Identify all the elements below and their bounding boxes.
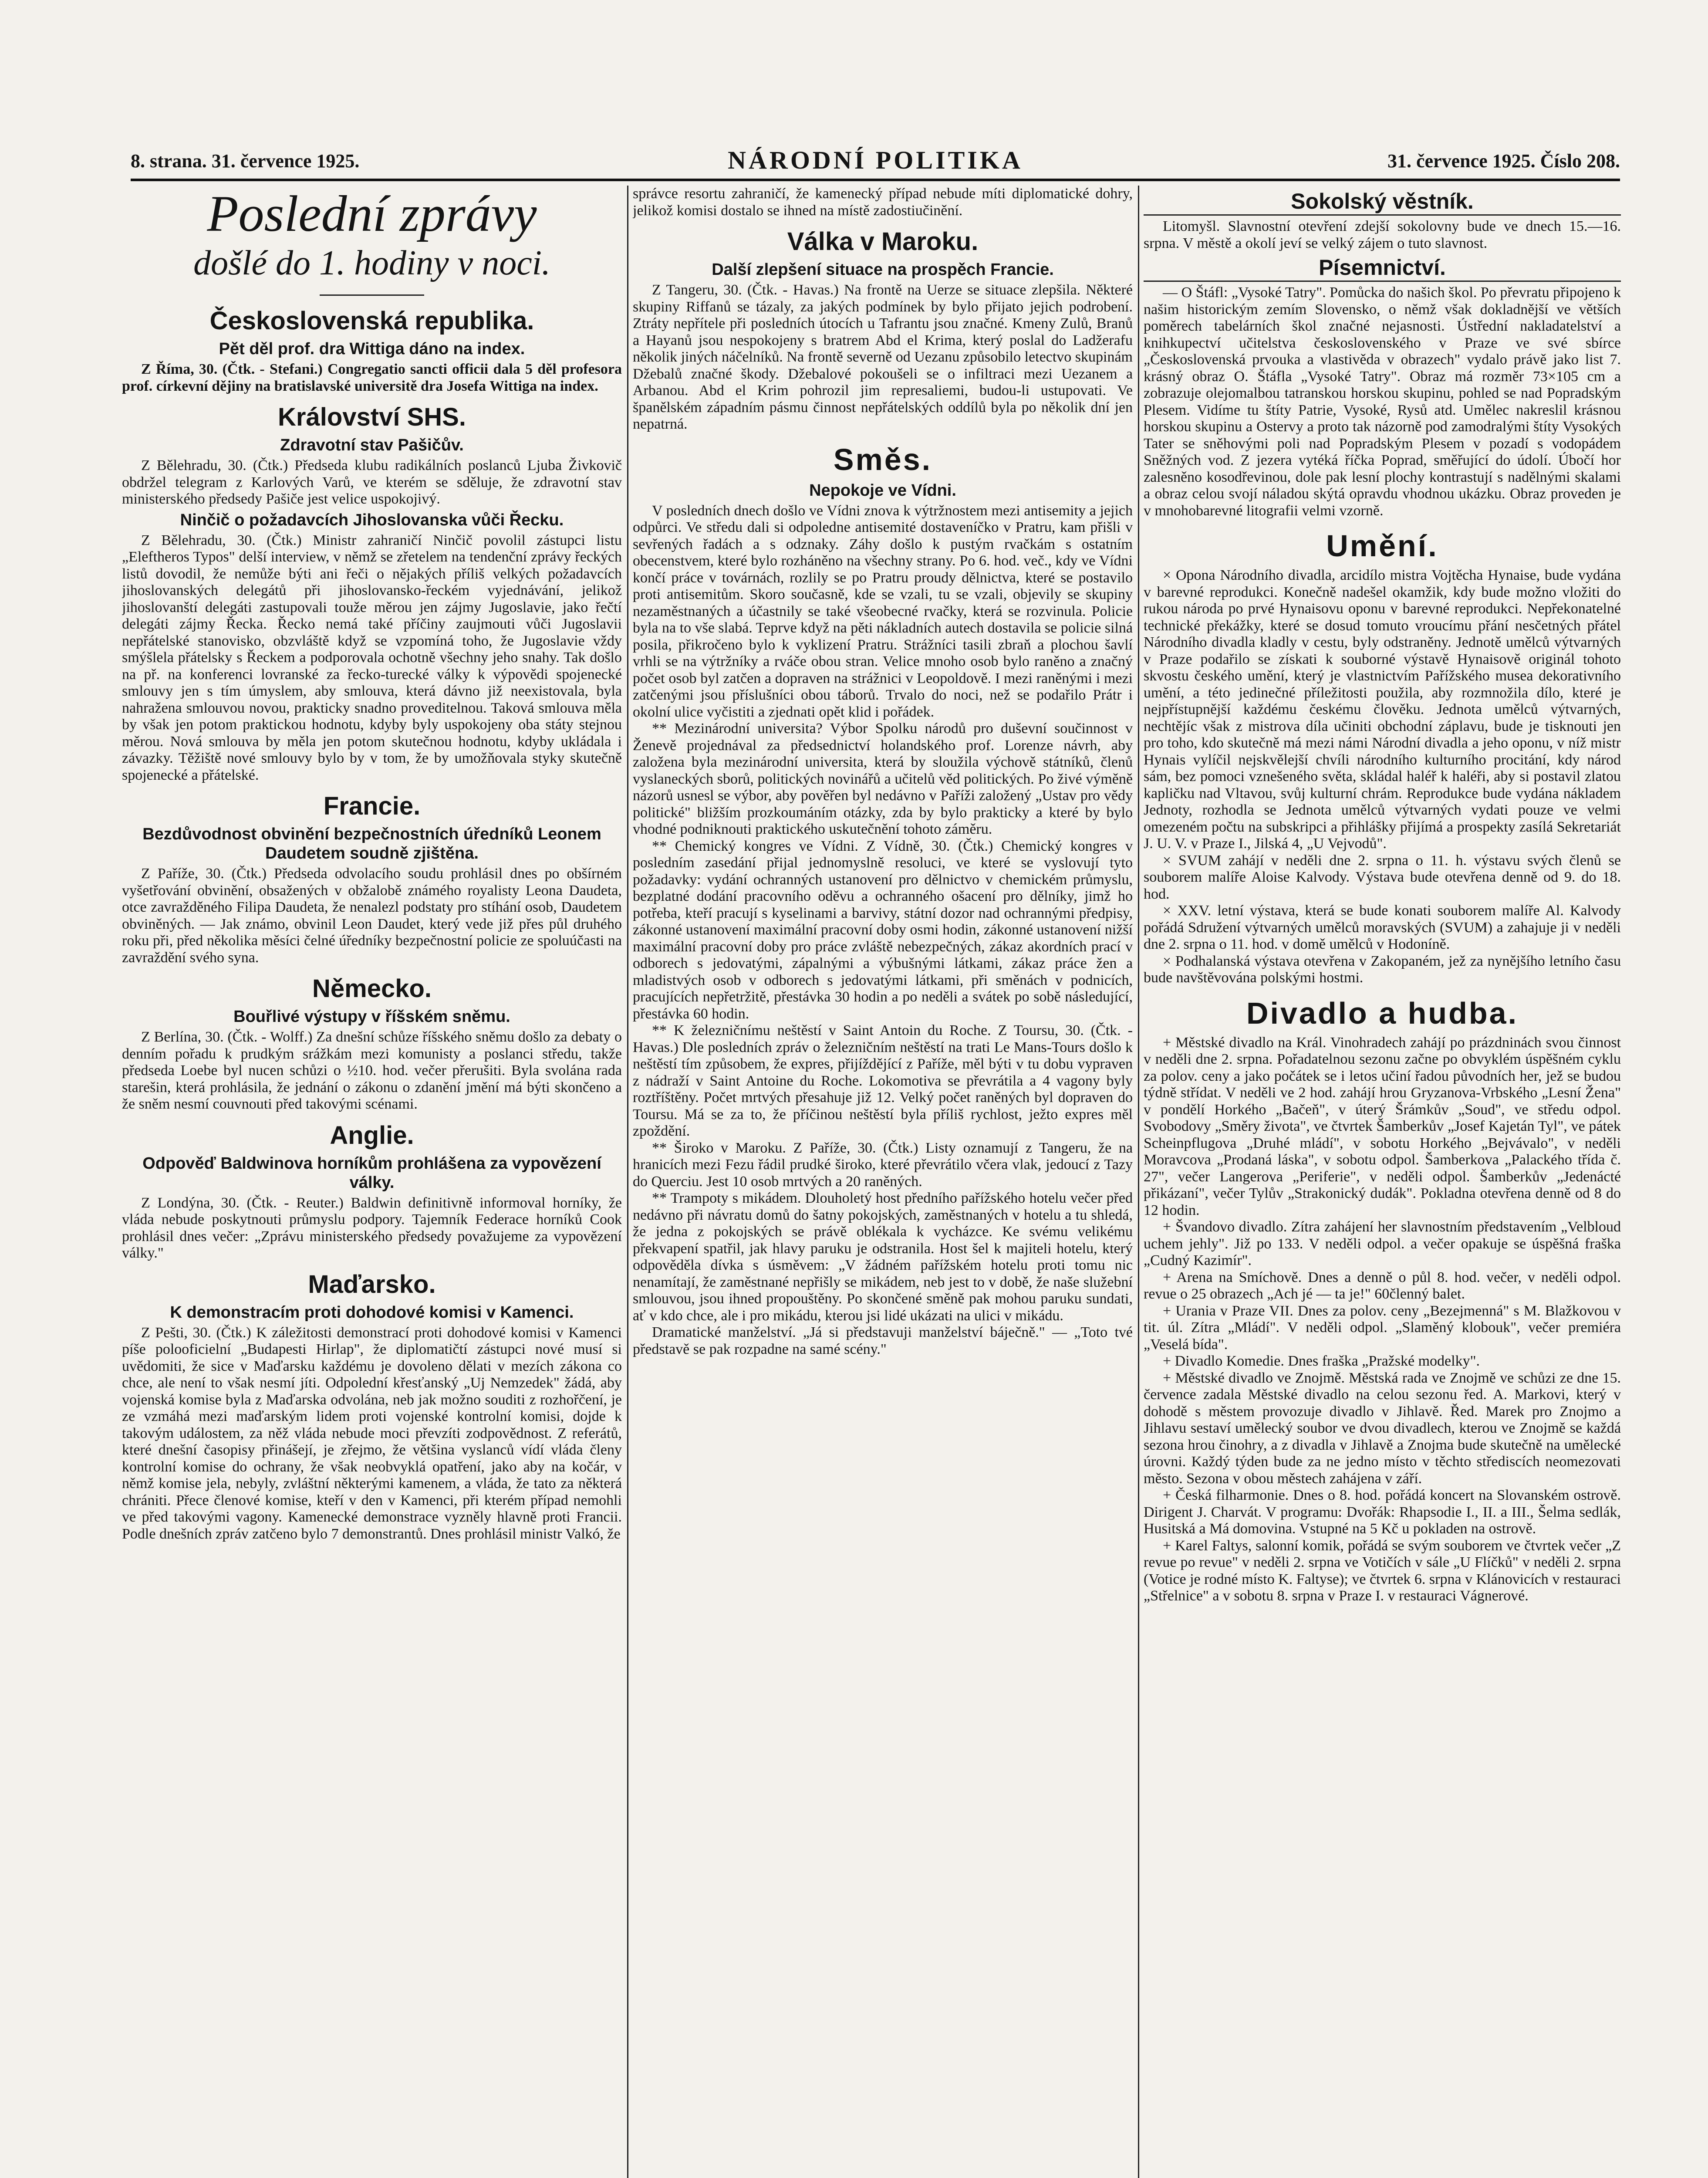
- article-text: Z Říma, 30. (Čtk. - Stefani.) Congregatio sancti officii dala 5 děl profesora prof. církevní dějiny na bratislavské universitě dra Josefa Wittiga na index.: [122, 361, 622, 394]
- page-header: [131, 144, 1620, 181]
- section-heading: Francie.: [323, 792, 421, 820]
- article-text: Z Bělehradu, 30. (Čtk.) Předseda klubu radikálních poslanců Ljuba Živkovič obdržel telegram z Karlových Varů, ve kterém se sděluje, že zdravotní stav ministerského předsedy Pašiče jest velice uspokojivý.: [122, 457, 622, 507]
- section-heading: Umění.: [1326, 529, 1438, 563]
- article-text: Z Londýna, 30. (Čtk. - Reuter.) Baldwin definitivně informoval horníky, že vláda nebude poskytnouti průmyslu podpory. Tajemník Federace horníků Cook prohlásil dnes večer: „Zprávu ministerského předsedy považujeme za vypovězení války.": [122, 1194, 622, 1261]
- newspaper-title: NÁRODNÍ POLITIKA: [728, 146, 1023, 174]
- section-heading: Československá republika.: [209, 307, 534, 335]
- article-heading: Odpověď Baldwinova horníkům prohlášena za vypovězení války.: [142, 1154, 601, 1192]
- article-text: Z Pešti, 30. (Čtk.) K záležitosti demonstrací proti dohodové komisi v Kamenci píše polooficielní „Budapesti Hirlap", že diplomatičtí zástupci nové musí si uvědomiti, že sice v Maďarsku každému je dovoleno dělati v mezích zákona co chce, ale není to však nesmí jíti. Odpolední křesťanský „Uj Nemzedek" žádá, aby vojenská komise byla z Maďarska odvolána, neb jak možno souditi z rozhořčení, je ze vzmáhá mezi maďarským lidem proti vojenské kontrolní komisi, dojde k takovým událostem, za něž vláda nebude moci převzíti zodpovědnost. Z referátů, které dnešní časopisy přinášejí, je zřejmo, že většina vyslanců vídí vláda členy kontrolní komise do ochrany, že však neobvyklá opatření, jako aby na kočár, v němž komise jela, nebyly, zvláštní některými kamenem, a vláda, že tato za některá chrániti. Přece členové komise, kteří v den v Kamenci, při kterém případ nemohli ve před takovými vagony. Kamenecké demonstrace vyzněly hlavně proti Francii. Podle dnešních zpráv zatčeno bylo 7 demonstrantů. Dnes prohlásil ministr Valkó, že: [122, 1324, 622, 1542]
- article-heading: Další zlepšení situace na prospěch Francie.: [712, 260, 1054, 279]
- section-heading: Válka v Maroku.: [787, 227, 979, 256]
- masthead: [122, 186, 622, 284]
- section-heading: Písemnictví.: [1144, 254, 1621, 282]
- column-rule: [627, 186, 628, 2178]
- column-2: [633, 186, 1133, 2178]
- section-heading: Německo.: [312, 974, 432, 1003]
- column-rule: [1138, 186, 1139, 2178]
- article-text: × Opona Národního divadla, arcidílo mistra Vojtěcha Hynaise, bude vydána v barevné reprodukci. Konečně nadešel okamžik, kdy bude možno vložiti do rukou národa po prvé Hynaisovu oponu v barevné reprodukci. Nepřekonatelné technické překážky, které se dosud tomuto vroucímu přání nesčetných přátel Národního divadla kladly v cestu, byly odstraněny. Jednotě umělců výtvarných v Praze podařilo se získati k souborné výstavě Hynaisově originál tohoto skvostu českého umění, který je vlastnictvím Pařížského musea dekorativního umění, a této jedinečné příležitosti použila, aby rozmnožila dílo, které je nejpřístupnější každému českému člověku. Jednota umělců výtvarných, nechtějíc však z mistrova díla učiniti obchodní záplavu, bude je tisknouti jen pro toho, kdo skutečně má mezi námi Národní divadla a jeho oponu, v níž mistr Hynais vylíčil nejskvělejší chvíli národního kulturního procitání, kdy národ sám, bez pomoci vznešeného světa, skládal haléř k haléři, aby si postavil zlatou kapličku nad Vltavou, svůj kulturní chrám. Reprodukce bude vydána nákladem Jednoty, rozhodla se Jednota umělců výtvarných vydati pouze ve velmi omezeném počtu na subskripci a přihlášky přijímá a prospekty zasílá Sekretariát J. U. V. v Praze I., Jilská 4, „U Vejvodů".: [1144, 567, 1621, 852]
- article-text: V posledních dnech došlo ve Vídni znova k výtržnostem mezi antisemity a jejich odpůrci. Ve středu dali si odpoledne antisemité dostaveníčko v Pratru, kam přišli v sevřených řadách a s odznaky. Záhy došlo k pustým rvačkám s ostatním obecenstvem, které bylo rozháněno na všechny strany. Po 6. hod. več., kdy ve Vídni končí práce v továrnách, rozlily se po Pratru proudy dělnictva, které se postavilo proti antisemitům. Skoro současně, kde se vzali, tu se vzali, objevily se skupiny nezaměstnaných a účastnily se také všeobecné rvačky, která se rozvinula. Policie byla na to vše slabá. Teprve když na pěti nákladních autech dostavila se policie silná posila, přikročeno bylo k vyklizení Pratru. Strážníci tasili zbraň a plochou šavlí vrhli se na výtržníky a rváče obou stran. Velice mnoho osob bylo raněno a značný počet osob byl zatčen a dopraven na strážnici v Leopoldově. I mezi raněnými i mezi zatčenými jsou příslušníci obou táborů. Trvalo do noci, než se podařilo Prátr i okolní ulice vyčistiti a zjednati opět klid i pořádek.: [633, 502, 1133, 720]
- article-text: + Česká filharmonie. Dnes o 8. hod. pořádá koncert na Slovanském ostrově. Dirigent J. Charvát. V programu: Dvořák: Rhapsodie I., II. a III., Šelma sedlák, Husitská a Má domovina. Vstupné na 5 Kč u pokladen na ostrově.: [1144, 1487, 1621, 1537]
- article-heading: Bouřlivé výstupy v říšském sněmu.: [233, 1008, 510, 1026]
- article-text: + Městské divadlo na Král. Vinohradech zahájí po prázdninách svou činnost v neděli dne 2. srpna. Pořadatelnou sezonu začne po obvyklém úspěšném cyklu za polov. ceny a jako počátek se i letos učiní řadou původních her, jež se budou týdně střídat. V neděli ve 2 hod. zahájí hrou Gryzanova-Vrbského „Lesní Žena" v pondělí Horkého „Bačeň", v úterý Šrámkův „Soud", ve středu odpol. Svobodovy „Směry života", ve čtvrtek Šamberkův „Josef Kajetán Tyl", ve pátek Scheinpflugova „Druhé mládí", v sobotu Horkého „Bejvávalo", v neděli Moravcova „Prodaná láska", v sobotu odpol. Šamberkova „Palackého třída č. 27", večer Langerova „Periferie", v neděli odpol. Šamberkův „Jedenácté přikázaní", večer Tylův „Strakonický dudák". Pokladna otevřena denně od 8 do 12 hodin.: [1144, 1034, 1621, 1218]
- section-heading: Sokolský věstník.: [1144, 188, 1621, 216]
- article-text: ** Mezinárodní universita? Výbor Spolku národů pro duševní součinnost v Ženevě projednával za předsednictví holandského prof. Lorenze návrh, aby založena byla mezinárodní universita, která by sloužila výchově státníků, členů vyslaneckých sborů, politických novinářů a učitelů věd politických. Po živé výměně názorů usnesl se výbor, aby pověřen byl nedávno v Paříži založený „Ustav pro vědy politické" bližším prozkoumáním otázky, zda by bylo prakticky a které by bylo vhodné podniknouti praktického uskutečnění tohoto záměru.: [633, 720, 1133, 837]
- article-text: Z Paříže, 30. (Čtk.) Předseda odvolacího soudu prohlásil dnes po obšírném vyšetřování obvinění, obsažených v obžalobě známého royalisty Leona Daudeta, otce zavražděného Filipa Daudeta, že nenalezl podstaty pro stíhání osob, Daudetem obviněných. — Jak známo, obvinil Leon Daudet, který vede již přes půl druhého roku při, před několika měsíci čelné úředníky bezpečnostní policie ze spoluúčasti na zavraždění svého syna.: [122, 866, 622, 966]
- article-text: Dramatické manželství. „Já si představuji manželství báječně." — „Toto tvé představě se pak rozpadne na samé scény.": [633, 1324, 1133, 1357]
- article-text: + Městské divadlo ve Znojmě. Městská rada ve Znojmě ve schůzi ze dne 15. července zadala Městské divadlo na celou sezonu řed. A. Markovi, který v dohodě s městem provozuje divadlo v Jihlavě. Řed. Marek pro Znojmo a Jihlavu sestaví umělecký soubor ve dvou divadlech, kterou ve Znojmě se každá sezona hrou činohry, a z divadla v Jihlavě a Znojma bude skutečně na umělecké úrovni. Každý týden bude za ne jedno místo v těchto střediscích neomezovati město. Sezona v obou městech zahájena v září.: [1144, 1370, 1621, 1487]
- section-heading: Království SHS.: [278, 403, 466, 431]
- header-date-left: 8. strana. 31. července 1925.: [131, 150, 360, 172]
- article-text: + Švandovo divadlo. Zítra zahájení her slavnostním představením „Velbloud uchem jehly". Již po 133. V neděli odpol. a večer opakuje se úspěšná fraška „Cudný Kazimír".: [1144, 1219, 1621, 1268]
- article-heading: Pět děl prof. dra Wittiga dáno na index.: [219, 340, 525, 358]
- article-text: × SVUM zahájí v neděli dne 2. srpna o 11. h. výstavu svých členů se souborem malíře Aloise Kalvody. Výstava bude otevřena denně od 9. do 18. hod.: [1144, 852, 1621, 902]
- masthead-subtitle: došlé do 1. hodiny v noci.: [193, 244, 550, 282]
- section-heading: Anglie.: [330, 1121, 414, 1150]
- article-text: ** K železničnímu neštěstí v Saint Antoin du Roche. Z Toursu, 30. (Čtk. - Havas.) Dle posledních zpráv o železničním neštěstí na trati Le Mans-Tours došlo k neštěstí tím způsobem, že expres, přijíždějící z Paříže, měl býti v tu dobu vypraven z nádraží v Saint Antoine du Roche. Lokomotiva se převrátila a 4 vagony byly roztříštěny. Počet mrtvých přesahuje již 12. Velký počet raněných byl dopraven do Toursu. Má se za to, že příčinou neštěstí byla příliš rychlost, ježto expres měl zpoždění.: [633, 1022, 1133, 1139]
- article-heading: Ninčič o požadavcích Jihoslovanska vůči Řecku.: [180, 511, 564, 529]
- article-text: × XXV. letní výstava, která se bude konati souborem malíře Al. Kalvody pořádá Sdružení výtvarných umělců moravských (SVUM) a zahajuje ji v neděli dne 2. srpna o 11. hod. v domě umělců v Hodoníně.: [1144, 903, 1621, 952]
- article-text: Z Berlína, 30. (Čtk. - Wolff.) Za dnešní schůze říšského sněmu došlo za debaty o denním pořadu k prudkým srážkám mezi komunisty a poslanci středu, takže předseda Loebe byl nucen schůzi o ½10. hod. večer přerušiti. Byla svolána rada starešin, která prohlásila, že jednání o zákonu o zdanění jmění má býti skončeno a že sněm nesmí couvnouti před takovými scénami.: [122, 1029, 622, 1112]
- article-text: Z Tangeru, 30. (Čtk. - Havas.) Na frontě na Uerze se situace zlepšila. Některé skupiny Riffanů se tázaly, za jakých podmínek by bylo přijato jejich podrobení. Ztráty nepřítele při posledních útocích u Tafrantu jsou značné. Kmeny Zulů, Branů a Hayanů jsou nespokojeny s bratrem Abd el Krima, který poslal do Ladžerafu několik jiných náčelníků. Na frontě severně od Uezanu způsobilo letectvo skupinám Džebalů značné škody. Džebalové pokoušeli se o infiltraci mezi Uezanem a Arbanou. Abd el Krim pohrozil jim represaliemi, budou-li ustupovati. Ve španělském západním pásmu činnost nepřátelských oddílů byla po několik dní jen nepatrná.: [633, 282, 1133, 432]
- masthead-title: Poslední zprávy: [207, 186, 537, 242]
- article-text: Litomyšl. Slavnostní otevření zdejší sokolovny bude ve dnech 15.—16. srpna. V městě a okolí jeví se velký zájem o tuto slavnost.: [1144, 218, 1621, 251]
- article-text: + Arena na Smíchově. Dnes a denně o půl 8. hod. večer, v neděli odpol. revue o 25 obrazech „Ach jé — ta je!" 60členný balet.: [1144, 1269, 1621, 1302]
- article-text: ** Trampoty s mikádem. Dlouholetý host předního pařížského hotelu večer před nedávno při návratu domů do šatny pokojských, zaměstnaných v hotelu a tu shledá, že jedna z pokojských se právě oblékala k vycházce. Ke svému velikému překvapení spatřil, jak hlavy paruku je odstranila. Host šel k majiteli hotelu, který odpověděla dívka s úsměvem: „V žádném pařížském hotelu proti tomu nic nenamítají, že zaměstnané nepřišly se mikádem, neb jest to v době, že naše služební smlouvou, jsou ihned propouštěny. Po skončené směně pak mohou paruku sundati, ať v kdo chce, ale i pro mikádu, kterou jsi lidé ukázati na ulici v mikádu.: [633, 1190, 1133, 1324]
- article-text: správce resortu zahraničí, že kamenecký případ nebude míti diplomatické dohry, jelikož komisi dostalo se ihned na místě zadostiučinění.: [633, 186, 1133, 219]
- section-heading: Maďarsko.: [308, 1270, 436, 1299]
- article-text: × Podhalanská výstava otevřena v Zakopaném, jež za nynějšího letního času bude navštěvována polskými hostmi.: [1144, 953, 1621, 986]
- article-heading: Zdravotní stav Pašičův.: [280, 436, 464, 454]
- section-heading: Divadlo a hudba.: [1246, 996, 1519, 1030]
- article-text: + Urania v Praze VII. Dnes za polov. ceny „Bezejmenná" s M. Blažkovou v tit. úl. Zítra „Mládí". V neděli odpol. „Slaměný klobouk", večer premiéra „Veselá bída".: [1144, 1302, 1621, 1353]
- divider: [320, 294, 424, 296]
- article-text: — O Štáfl: „Vysoké Tatry". Pomůcka do našich škol. Po převratu připojeno k našim historickým zemím Slovensko, o němž však dokladnější ve větších poměrech tabelárních škol značné nejasnosti. Ústřední nakladatelství a knihkupectví učitelstva československého v Praze ve své sbírce „Československá prvouka a vlastivěda v obrazech" vydalo právě jako list 7. krásný obraz O. Štáfla „Vysoké Tatry". Obraz má rozměr 73×105 cm a zobrazuje olejomalbou tatranskou horskou skupinu, pohled se nad Popradským Plesem. Vidíme tu štíty Patrie, Vysoké, Rysů atd. Umělec nakreslil krásnou horskou skupinu a Ostervy a proto tak názorně pod zamodralými štíty Vysokých Tater se sněhovými poli nad Popradským Plesem v pozadí s vodopádem Sněžných vod. Z jezera vytéká říčka Poprad, směřující do údolí. Úbočí hor zalesněno kosodřevinou, dole pak lesní plochy kontrastují s nadělnými skalami a obraz celou svojí náladou skýtá opravdu vhodnou ukázku. Obraz proveden je v mnohobarevné litografii velmi vzorně.: [1144, 284, 1621, 519]
- column-1: [122, 186, 622, 2178]
- article-heading: Bezdůvodnost obvinění bezpečnostních úředníků Leonem Daudetem soudně zjištěna.: [142, 825, 601, 862]
- article-text: + Divadlo Komedie. Dnes fraška „Pražské modelky".: [1163, 1353, 1480, 1369]
- article-heading: Nepokoje ve Vídni.: [809, 481, 956, 500]
- article-text: ** Chemický kongres ve Vídni. Z Vídně, 30. (Čtk.) Chemický kongres v posledním zasedání přijal jednomyslně resoluci, ve které se vyslovují tyto požadavky: vydání ochranných ustanovení pro dělnictvo v chemickém průmyslu, bezplatné dodání pracovního oděvu a ochranného ošacení pro dělníky, jimž ho potřeba, kteří pracují s kyselinami a barvivy, státní dozor nad ochrannými předpisy, zákonné ustanovení maximální pracovní doby osmi hodin, zákonné ustanovení nižší maximální pracovní doby pro práce zvláště nebezpečných, zákaz akordních prací v odborech s jedovatými, zápalnými a výbušnými látkami, zákaz práce žen a mladistvých osob v odborech s jedovatými látkami, při směnách v podnicích, pracujících nepřetržitě, přestávka 30 hodin a po neděli a svátek po sobě následující, přestávka 60 hodin.: [633, 838, 1133, 1022]
- section-heading: Směs.: [833, 442, 932, 477]
- header-date-right: 31. července 1925. Číslo 208.: [1387, 150, 1620, 172]
- column-3: [1144, 186, 1621, 2178]
- article-text: Z Bělehradu, 30. (Čtk.) Ministr zahraničí Ninčič povolil zástupci listu „Eleftheros Typos" delší interview, v němž se zřetelem na tendenční zprávy řeckých listů dovodil, že nemůže býti ani řeči o nějakých příliš velkých požadavcích jihoslovanských delegátů při jihoslovansko-řeckém vyjednávání, jelikož jihoslovanští delegáti zastupovali touže měrou jen zájmy Jugoslavie, jako řečtí delegáti zájmy Řecka. Řecko nemá také příčiny zaujmouti vůči Jugoslavii nepřátelské stanovisko, obzvláště když se vzpomíná toho, že Jugoslavie vždy smýšlela přátelsky s Řeckem a podporovala ochotně všechny jeho snahy. Tak došlo na př. na konferenci lovranské za řecko-turecké války k výpovědi spojenecké smlouvy jen s tím úmyslem, aby smlouva, která dávno již neexistovala, byla nahražena smlouvou novou, prakticky snadno proveditelnou. Taková smlouva měla by však jen potom praktickou hodnotu, kdyby byly uspokojeny oba státy stejnou měrou. Nová smlouva by měla jen potom skutečnou hodnotu, kdyby ukládala i závazky. Těžiště nové smlouvy bylo by v tom, že by umožňovala styky skutečně spojenecké a přátelské.: [122, 532, 622, 783]
- article-text: ** Široko v Maroku. Z Paříže, 30. (Čtk.) Listy oznamují z Tangeru, že na hranicích mezi Fezu řádil prudké široko, které převrátilo včera vlak, jedoucí z Tazy do Querciu. Jest 10 osob mrtvých a 20 raněných.: [633, 1140, 1133, 1190]
- article-text: + Karel Faltys, salonní komik, pořádá se svým souborem ve čtvrtek večer „Z revue po revue" v neděli 2. srpna ve Votičích v sále „U Flíčků" v neděli 2. srpna (Votice je rodné místo K. Faltyse); ve čtvrtek 6. srpna v Klánovicích v restauraci „Střelnice" a v sobotu 8. srpna v Praze I. v restauraci Vágnerové.: [1144, 1537, 1621, 1604]
- article-heading: K demonstracím proti dohodové komisi v Kamenci.: [170, 1303, 574, 1322]
